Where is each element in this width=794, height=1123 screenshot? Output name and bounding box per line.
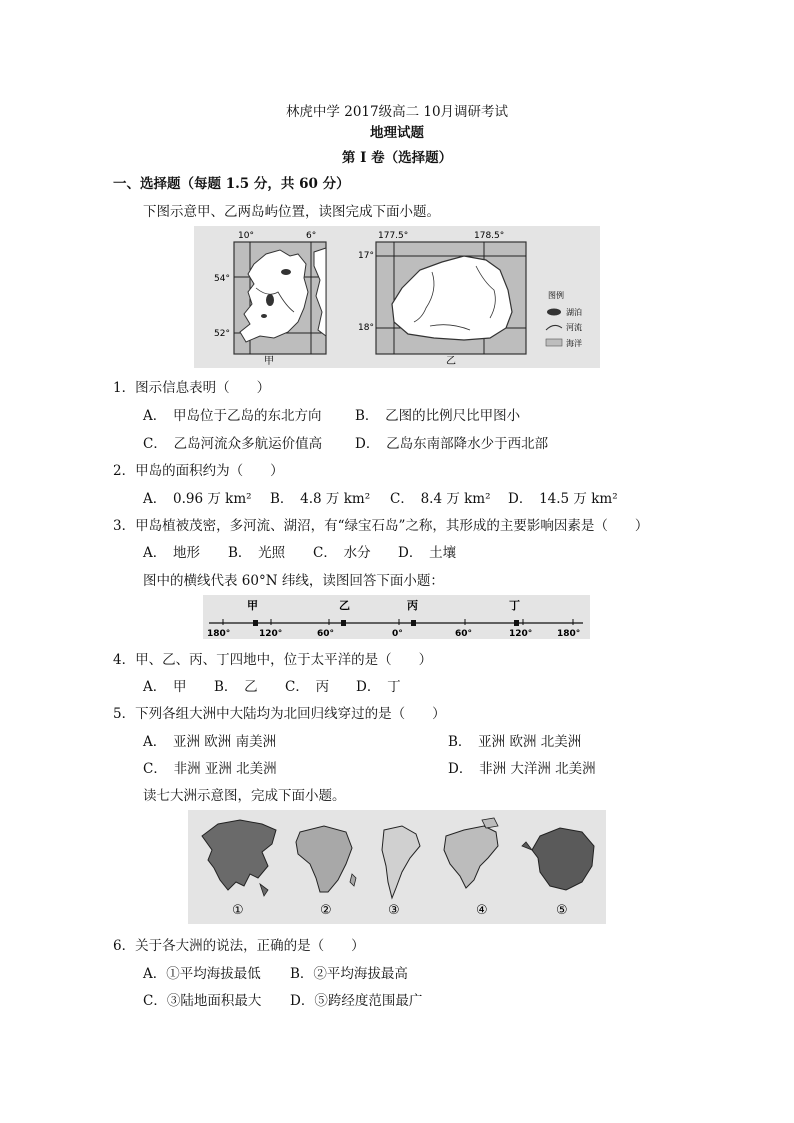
q6-option-b[interactable]: B．②平均海拔最高 (290, 966, 408, 982)
label-continent-5: ⑤ (556, 903, 568, 918)
q6-option-a[interactable]: A．①平均海拔最低 (143, 966, 261, 982)
left-lon-left: 10° (238, 231, 254, 241)
tick-label-120e: 120° (509, 629, 533, 639)
q5-option-a[interactable]: A． 亚洲 欧洲 南美洲 (143, 734, 277, 750)
q2-option-a[interactable]: A． 0.96 万 km² (143, 491, 252, 507)
intro-fig2: 图中的横线代表 60°N 纬线，读图回答下面小题： (143, 573, 444, 589)
right-lat-bottom: 18° (358, 323, 374, 333)
continent-africa (296, 826, 352, 892)
q2-option-b[interactable]: B． 4.8 万 km² (270, 491, 371, 507)
q3-option-d[interactable]: D． 土壤 (398, 545, 457, 561)
continents-svg (188, 810, 606, 924)
lake-1 (266, 294, 274, 306)
label-bing: 丙 (407, 599, 418, 612)
q4-option-d[interactable]: D． 丁 (356, 679, 401, 695)
q1-option-a[interactable]: A． 甲岛位于乙岛的东北方向 (143, 408, 322, 424)
continent-asia (202, 820, 276, 890)
right-lat-top: 17° (358, 251, 374, 261)
right-lon-left: 177.5° (378, 231, 409, 241)
legend-sea-icon (546, 339, 562, 346)
asia-island (260, 884, 268, 896)
island-maps-svg (194, 226, 600, 368)
q6-option-d[interactable]: D．⑤跨经度范围最广 (290, 993, 423, 1009)
label-continent-2: ② (320, 903, 332, 918)
right-caption: 乙 (446, 356, 456, 367)
tick-label-180e: 180° (557, 629, 581, 639)
section-heading: 一、选择题（每题 1.5 分，共 60 分） (113, 176, 350, 192)
label-continent-3: ③ (388, 903, 400, 918)
school-title: 林虎中学 2017级高二 10月调研考试 (285, 104, 509, 120)
q4-option-a[interactable]: A． 甲 (143, 679, 187, 695)
legend-title: 图例 (548, 291, 564, 300)
q4-stem: 4．甲、乙、丙、丁四地中，位于太平洋的是（ ） (113, 652, 433, 668)
q5-option-b[interactable]: B． 亚洲 欧洲 北美洲 (448, 734, 582, 750)
latitude-line-svg (203, 595, 590, 639)
q2-option-c[interactable]: C． 8.4 万 km² (390, 491, 491, 507)
q1-option-b[interactable]: B． 乙图的比例尺比甲图小 (355, 408, 521, 424)
tick-label-60e: 60° (455, 629, 473, 639)
tick-label-60w: 60° (317, 629, 335, 639)
q1-stem: 1．图示信息表明（ ） (113, 380, 271, 396)
q3-option-c[interactable]: C． 水分 (313, 545, 371, 561)
island-maps-figure (194, 226, 600, 368)
label-continent-1: ① (232, 903, 244, 918)
subject-title: 地理试题 (370, 125, 424, 141)
tick-label-0: 0° (392, 629, 403, 639)
q5-option-c[interactable]: C． 非洲 亚洲 北美洲 (143, 761, 277, 777)
left-lat-bottom: 52° (214, 329, 230, 339)
legend-sea: 海洋 (566, 339, 582, 348)
point-yi (341, 620, 346, 626)
continents-figure (188, 810, 606, 924)
q4-option-b[interactable]: B． 乙 (214, 679, 258, 695)
label-yi: 乙 (339, 599, 350, 612)
label-ding: 丁 (509, 599, 520, 612)
africa-island (350, 874, 356, 886)
q1-option-c[interactable]: C． 乙岛河流众多航运价值高 (143, 436, 323, 452)
legend-river-icon (546, 325, 562, 330)
antarctic-peninsula (522, 842, 532, 850)
tick-label-180w: 180° (207, 629, 231, 639)
left-caption: 甲 (264, 356, 274, 367)
label-jia: 甲 (247, 599, 258, 612)
intro-fig3: 读七大洲示意图，完成下面小题。 (143, 788, 346, 804)
lake-2 (281, 269, 291, 275)
legend-river: 河流 (566, 323, 582, 332)
left-lat-top: 54° (214, 274, 230, 284)
volume-title: 第 I 卷（选择题） (341, 150, 453, 166)
tick-label-120w: 120° (259, 629, 283, 639)
point-bing (411, 620, 416, 626)
q5-stem: 5．下列各组大洲中大陆均为北回归线穿过的是（ ） (113, 706, 446, 722)
q4-option-c[interactable]: C． 丙 (285, 679, 330, 695)
q3-stem: 3．甲岛植被茂密，多河流、湖沼，有“绿宝石岛”之称，其形成的主要影响因素是（ ） (113, 518, 649, 534)
latitude-line-figure (203, 595, 590, 639)
continent-north-america (444, 826, 498, 888)
q1-option-d[interactable]: D． 乙岛东南部降水少于西北部 (355, 436, 549, 452)
legend-lake-icon (547, 309, 561, 316)
q2-stem: 2．甲岛的面积约为（ ） (113, 463, 284, 479)
legend-lake: 湖泊 (566, 308, 582, 317)
q3-option-b[interactable]: B． 光照 (228, 545, 286, 561)
point-ding (514, 620, 519, 626)
continent-south-america (382, 826, 420, 898)
q3-option-a[interactable]: A． 地形 (143, 545, 200, 561)
q5-option-d[interactable]: D． 非洲 大洋洲 北美洲 (448, 761, 596, 777)
point-jia (253, 620, 258, 626)
label-continent-4: ④ (476, 903, 488, 918)
q2-option-d[interactable]: D． 14.5 万 km² (508, 491, 618, 507)
right-lon-right: 178.5° (474, 231, 505, 241)
q6-option-c[interactable]: C．③陆地面积最大 (143, 993, 262, 1009)
intro-fig1: 下图示意甲、乙两岛屿位置，读图完成下面小题。 (143, 204, 440, 220)
lake-3 (261, 314, 267, 318)
left-lon-right: 6° (306, 231, 317, 241)
q6-stem: 6．关于各大洲的说法，正确的是（ ） (113, 938, 365, 954)
continent-antarctica (532, 828, 594, 890)
